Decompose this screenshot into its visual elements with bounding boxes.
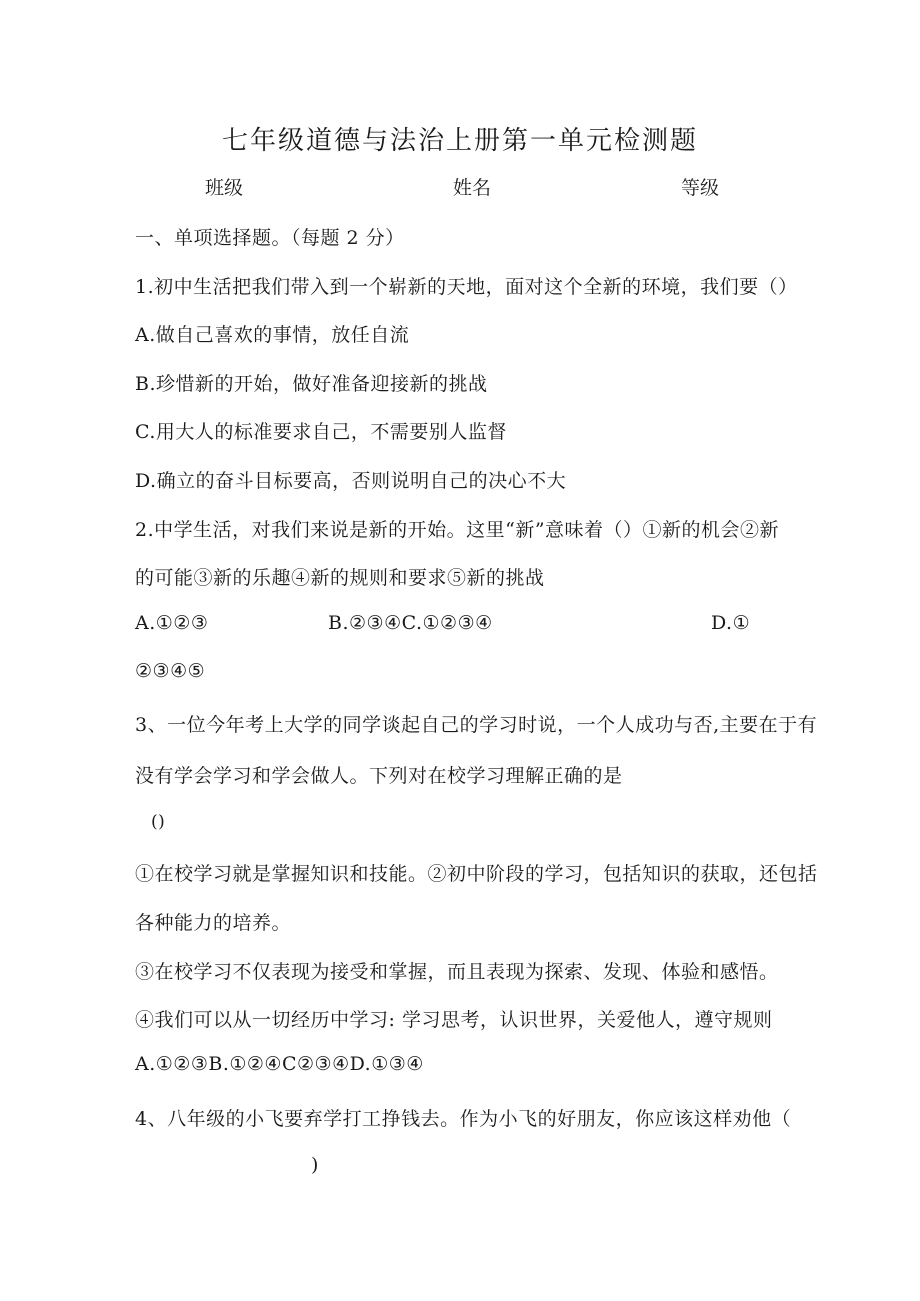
q2-option-bc: B.②③④C.①②③④ (328, 612, 493, 634)
q1-stem: 1.初中生活把我们带入到一个崭新的天地，面对这个全新的环境，我们要（） (135, 276, 798, 298)
name-label: 姓名 (453, 177, 492, 199)
q4-stem-line1: 4、八年级的小飞要弃学打工挣钱去。作为小飞的好朋友，你应该这样劝他（ (135, 1108, 792, 1130)
q1-option-b: B.珍惜新的开始，做好准备迎接新的挑战 (135, 373, 488, 395)
section-heading: 一、单项选择题。（每题 2 分） (135, 227, 405, 249)
q2-option-a: A.①②③ (135, 612, 209, 634)
q3-statement-1-line1: ①在校学习就是掌握知识和技能。②初中阶段的学习，包括知识的获取，还包括 (135, 863, 818, 885)
q3-answer-blank: () (151, 812, 166, 832)
q1-option-d: D.确立的奋斗目标要高，否则说明自己的决心不大 (135, 470, 567, 492)
q1-option-a: A.做自己喜欢的事情，放任自流 (135, 324, 410, 346)
q3-statement-4: ④我们可以从一切经历中学习: 学习思考，认识世界，关爱他人，遵守规则 (135, 1009, 773, 1031)
q3-statement-1-line2: 各种能力的培养。 (135, 912, 292, 934)
q2-stem-line1: 2.中学生活，对我们来说是新的开始。这里“新”意味着（）①新的机会②新 (135, 519, 780, 541)
class-label: 班级 (205, 177, 244, 199)
q2-stem-line2: 的可能③新的乐趣④新的规则和要求⑤新的挑战 (135, 567, 545, 589)
q3-options: A.①②③B.①②④C②③④D.①③④ (135, 1053, 424, 1075)
q3-stem-line1: 3、一位今年考上大学的同学谈起自己的学习时说，一个人成功与否,主要在于有 (135, 714, 818, 736)
q4-stem-line2: ) (311, 1154, 319, 1176)
q1-option-c: C.用大人的标准要求自己，不需要别人监督 (135, 421, 507, 443)
q2-option-d-cont: ②③④⑤ (135, 660, 206, 682)
q2-option-d: D.① (711, 612, 751, 634)
q3-stem-line2: 没有学会学习和学会做人。下列对在校学习理解正确的是 (135, 765, 623, 787)
page-title: 七年级道德与法治上册第一单元检测题 (221, 126, 698, 156)
grade-label: 等级 (681, 177, 720, 199)
q3-statement-3: ③在校学习不仅表现为接受和掌握，而且表现为探索、发现、体验和感悟。 (135, 961, 779, 983)
